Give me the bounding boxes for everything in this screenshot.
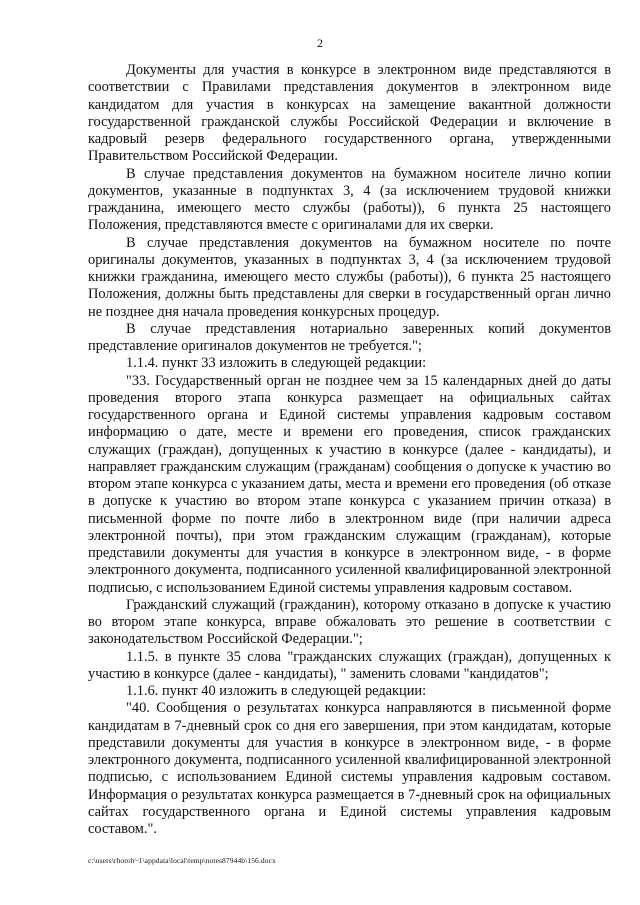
paragraph: Документы для участия в конкурсе в электронном виде представляются в соответствии с Правилами представления документов в электронном виде кандидатом для участия в конкурсах на замещение вакантной должности государственной гражданской службы Российской Федерации и включение в кадровый резерв федерального государственного органа, утвержденными Правительством Российской Федерации.	[88, 62, 611, 165]
document-body	[88, 62, 611, 838]
paragraph: В случае представления нотариально заверенных копий документов представление оригиналов документов не требуется.";	[88, 320, 611, 354]
paragraph: В случае представления документов на бумажном носителе по почте оригиналы документов, указанных в подпунктах 3, 4 (за исключением трудовой книжки гражданина, имеющего место службы (работы)), 6 пункта 25 настоящего Положения, должны быть представлены для сверки в государственный орган лично не позднее дня начала проведения конкурсных процедур.	[88, 234, 611, 320]
paragraph: 1.1.5. в пункте 35 слова "гражданских служащих (граждан), допущенных к участию в конкурсе (далее - кандидаты), " заменить словами "кандидатов";	[88, 648, 611, 682]
paragraph: 1.1.4. пункт 33 изложить в следующей редакции:	[126, 355, 427, 372]
paragraph: "40. Сообщения о результатах конкурса направляются в письменной форме кандидатам в 7-дневный срок со дня его завершения, при этом кандидатам, которые представили документы для участия в конкурсе в электронном виде, - в форме электронного документа, подписанного усиленной квалифицированной электронной подписью, с использованием Единой системы управления кадровым составом. Информация о результатах конкурса размещается в 7-дневный срок на официальных сайтах государственного органа и Единой системы управления кадровым составом.".	[88, 700, 611, 837]
page-number: 2	[317, 36, 323, 50]
paragraph: 1.1.6. пункт 40 изложить в следующей редакции:	[126, 683, 427, 699]
paragraph: В случае представления документов на бумажном носителе лично копии документов, указанные в подпунктах 3, 4 (за исключением трудовой книжки гражданина, имеющего место службы (работы)), 6 пункта 25 настоящего Положения, представляются вместе с оригиналами для их сверки.	[88, 165, 611, 234]
footer-file-path: c:\users\rhoroh~1\appdata\local\temp\notes87944b\156.docx	[88, 856, 276, 865]
paragraph: "33. Государственный орган не позднее чем за 15 календарных дней до даты проведения второго этапа конкурса размещает на официальных сайтах государственного органа и Единой системы управления кадровым составом информацию о дате, месте и времени его проведения, список гражданских служащих (граждан), допущенных к участию в конкурсе (далее - кандидаты), и направляет гражданским служащим (гражданам) сообщения о допуске к участию во втором этапе конкурса с указанием даты, места и времени его проведения (об отказе в допуске к участию во втором этапе конкурса с указанием причин отказа) в письменной форме по почте либо в электронном виде (при наличии адреса электронной почты), при этом гражданским служащим (гражданам), которые представили документы для участия в конкурсе в электронном виде, - в форме электронного документа, подписанного усиленной квалифицированной электронной подписью, с использованием Единой системы управления кадровым составом.	[88, 372, 611, 596]
paragraph: Гражданский служащий (гражданин), которому отказано в допуске к участию во втором этапе конкурса, вправе обжаловать это решение в соответствии с законодательством Российской Федерации.";	[88, 596, 611, 648]
